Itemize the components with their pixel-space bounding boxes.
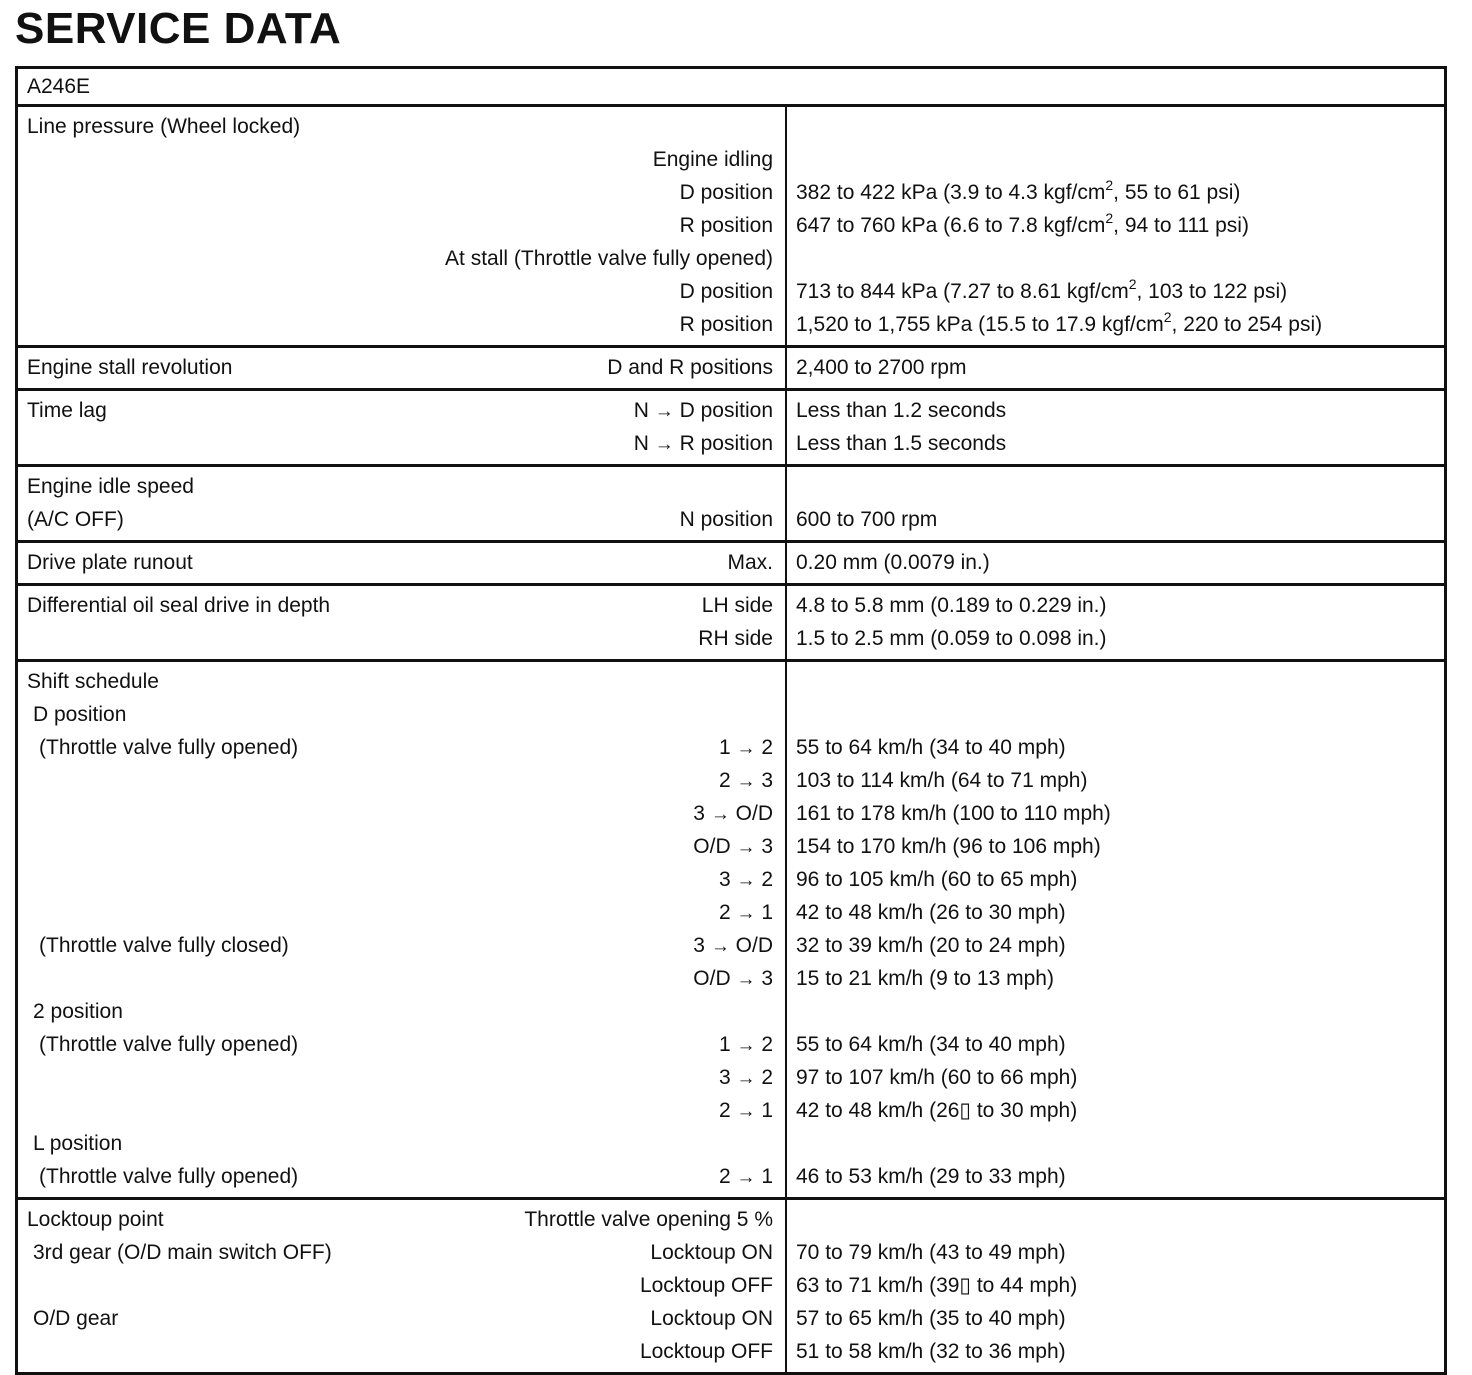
time-lag-nr-label: N → R position bbox=[633, 432, 773, 455]
third-on-value: 70 to 79 km/h (43 to 49 mph) bbox=[796, 1241, 1066, 1264]
arrow-right-icon: → bbox=[654, 401, 674, 422]
arrow-right-icon: → bbox=[736, 771, 756, 792]
shift-label: O/D → 3 bbox=[693, 835, 773, 858]
idle-speed-condition: N position bbox=[679, 508, 773, 531]
third-off-value: 63 to 71 km/h (39▯ to 44 mph) bbox=[796, 1274, 1078, 1297]
shift-value: 42 to 48 km/h (26 to 30 mph) bbox=[796, 901, 1066, 924]
shift-value: 103 to 114 km/h (64 to 71 mph) bbox=[796, 769, 1088, 792]
shift-value: 42 to 48 km/h (26▯ to 30 mph) bbox=[796, 1099, 1078, 1122]
drive-plate-label: Drive plate runout bbox=[27, 551, 193, 574]
shift-value: 15 to 21 km/h (9 to 13 mph) bbox=[796, 967, 1054, 990]
time-lag-nd-value: Less than 1.2 seconds bbox=[796, 399, 1007, 422]
shift-label: 2 → 1 bbox=[718, 901, 773, 924]
lockup-condition: Throttle valve opening 5 % bbox=[524, 1208, 773, 1231]
stall-r-position-label: R position bbox=[679, 313, 773, 336]
stall-d-value: 713 to 844 kPa (7.27 to 8.61 kgf/$cm^2$, 103 to 122 psi) bbox=[796, 276, 1288, 303]
line-pressure-label: Line pressure (Wheel locked) bbox=[27, 115, 301, 138]
shift-value: 97 to 107 km/h (60 to 66 mph) bbox=[796, 1066, 1078, 1089]
arrow-right-icon: → bbox=[654, 434, 674, 455]
arrow-right-icon: → bbox=[710, 936, 730, 957]
service-data-table bbox=[15, 66, 1447, 1375]
idling-r-value: 647 to 760 kPa (6.6 to 7.8 kgf/$cm^2$, 94 to 111 psi) bbox=[796, 210, 1249, 237]
stall-revolution-section bbox=[18, 348, 1444, 391]
lockup-on-label: Locktoup ON bbox=[650, 1307, 773, 1330]
shift-value: 154 to 170 km/h (96 to 106 mph) bbox=[796, 835, 1101, 858]
stall-d-position-label: D position bbox=[679, 280, 773, 303]
arrow-right-icon: → bbox=[736, 837, 756, 858]
shift-label: 3 → O/D bbox=[693, 934, 773, 957]
shift-value: 161 to 178 km/h (100 to 110 mph) bbox=[796, 802, 1111, 825]
shift-value: 96 to 105 km/h (60 to 65 mph) bbox=[796, 868, 1078, 891]
idle-speed-section bbox=[18, 467, 1444, 543]
od-on-value: 57 to 65 km/h (35 to 40 mph) bbox=[796, 1307, 1066, 1330]
idling-r-position-label: R position bbox=[679, 214, 773, 237]
time-lag-label: Time lag bbox=[27, 399, 107, 422]
third-gear-label: 3rd gear (O/D main switch OFF) bbox=[33, 1241, 332, 1264]
d-throttle-opened-label: (Throttle valve fully opened) bbox=[39, 736, 299, 759]
at-stall-label: At stall (Throttle valve fully opened) bbox=[445, 247, 773, 270]
lockup-on-label: Locktoup ON bbox=[650, 1241, 773, 1264]
line-pressure-section bbox=[18, 107, 1444, 348]
arrow-right-icon: → bbox=[736, 870, 756, 891]
d-throttle-closed-label: (Throttle valve fully closed) bbox=[39, 934, 289, 957]
time-lag-nr-value: Less than 1.5 seconds bbox=[796, 432, 1007, 455]
shift-label: 2 → 3 bbox=[718, 769, 773, 792]
engine-idling-label: Engine idling bbox=[652, 148, 773, 171]
idle-speed-label: Engine idle speed bbox=[27, 475, 194, 498]
shift-value: 32 to 39 km/h (20 to 24 mph) bbox=[796, 934, 1066, 957]
arrow-right-icon: → bbox=[710, 804, 730, 825]
drive-plate-condition: Max. bbox=[727, 551, 773, 574]
idle-speed-sub: (A/C OFF) bbox=[27, 508, 124, 531]
shift-label: 2 → 1 bbox=[718, 1165, 773, 1188]
od-off-value: 51 to 58 km/h (32 to 36 mph) bbox=[796, 1340, 1066, 1363]
oil-seal-label: Differential oil seal drive in depth bbox=[27, 594, 331, 617]
l-throttle-opened-label: (Throttle valve fully opened) bbox=[39, 1165, 299, 1188]
shift-label: 1 → 2 bbox=[718, 736, 773, 759]
shift-label: 3 → O/D bbox=[693, 802, 773, 825]
model-header: A246E bbox=[18, 69, 1444, 107]
stall-revolution-condition: D and R positions bbox=[607, 356, 773, 379]
arrow-right-icon: → bbox=[736, 969, 756, 990]
shift-label: 3 → 2 bbox=[718, 868, 773, 891]
stall-revolution-value: 2,400 to 2700 rpm bbox=[796, 356, 967, 379]
drive-plate-value: 0.20 mm (0.0079 in.) bbox=[796, 551, 990, 574]
stall-r-value: 1,520 to 1,755 kPa (15.5 to 17.9 kgf/$cm^2$, 220 to 254 psi) bbox=[796, 309, 1323, 336]
arrow-right-icon: → bbox=[736, 1035, 756, 1056]
arrow-right-icon: → bbox=[736, 738, 756, 759]
drive-plate-section bbox=[18, 543, 1444, 586]
oil-seal-lh-label: LH side bbox=[701, 594, 773, 617]
l-position-label: L position bbox=[33, 1132, 123, 1155]
shift-value: 55 to 64 km/h (34 to 40 mph) bbox=[796, 736, 1066, 759]
oil-seal-rh-label: RH side bbox=[698, 627, 773, 650]
arrow-right-icon: → bbox=[736, 1167, 756, 1188]
lockup-section bbox=[18, 1200, 1444, 1372]
d-position-label: D position bbox=[33, 703, 127, 726]
pos2-label: 2 position bbox=[33, 1000, 123, 1023]
arrow-right-icon: → bbox=[736, 1068, 756, 1089]
time-lag-section bbox=[18, 391, 1444, 467]
lockup-off-label: Locktoup OFF bbox=[639, 1274, 773, 1297]
shift-value: 55 to 64 km/h (34 to 40 mph) bbox=[796, 1033, 1066, 1056]
shift-schedule-label: Shift schedule bbox=[27, 670, 159, 693]
lockup-off-label: Locktoup OFF bbox=[639, 1340, 773, 1363]
shift-label: O/D → 3 bbox=[693, 967, 773, 990]
oil-seal-lh-value: 4.8 to 5.8 mm (0.189 to 0.229 in.) bbox=[796, 594, 1107, 617]
shift-value: 46 to 53 km/h (29 to 33 mph) bbox=[796, 1165, 1066, 1188]
time-lag-nd-label: N → D position bbox=[633, 399, 773, 422]
shift-label: 3 → 2 bbox=[718, 1066, 773, 1089]
page-title: SERVICE DATA bbox=[15, 4, 342, 53]
idling-d-position-label: D position bbox=[679, 181, 773, 204]
shift-schedule-section bbox=[18, 662, 1444, 1200]
od-gear-label: O/D gear bbox=[33, 1307, 119, 1330]
oil-seal-section bbox=[18, 586, 1444, 662]
oil-seal-rh-value: 1.5 to 2.5 mm (0.059 to 0.098 in.) bbox=[796, 627, 1107, 650]
lockup-label: Locktoup point bbox=[27, 1208, 164, 1231]
arrow-right-icon: → bbox=[736, 1101, 756, 1122]
pos2-throttle-opened-label: (Throttle valve fully opened) bbox=[39, 1033, 299, 1056]
shift-label: 2 → 1 bbox=[718, 1099, 773, 1122]
idle-speed-value: 600 to 700 rpm bbox=[796, 508, 938, 531]
idling-d-value: 382 to 422 kPa (3.9 to 4.3 kgf/$cm^2$, 55 to 61 psi) bbox=[796, 177, 1241, 204]
arrow-right-icon: → bbox=[736, 903, 756, 924]
stall-revolution-label: Engine stall revolution bbox=[27, 356, 233, 379]
shift-label: 1 → 2 bbox=[718, 1033, 773, 1056]
